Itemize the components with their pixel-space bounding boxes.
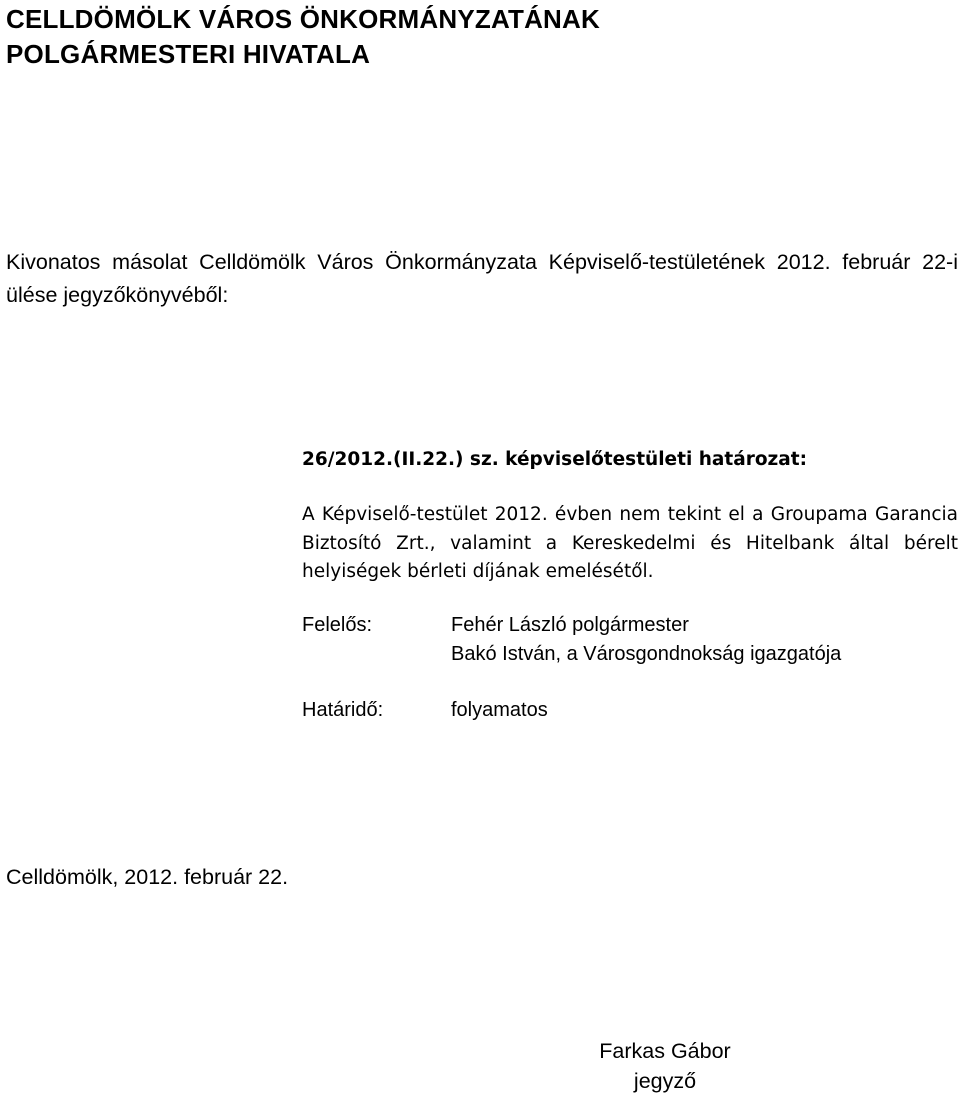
header-line-2: POLGÁRMESTERI HIVATALA bbox=[6, 39, 371, 69]
office-header bbox=[6, 2, 600, 72]
deadline-value: folyamatos bbox=[451, 699, 548, 721]
resolution-body: A Képviselő-testület 2012. évben nem tekint el a Groupama Garancia Biztosító Zrt., valamint a Kereskedelmi és Hitelbank által bérelt helyiségek bérleti díjának emelésétől. bbox=[302, 504, 958, 582]
responsible-person-2: Bakó István, a Városgondnokság igazgatója bbox=[451, 643, 842, 665]
resolution-title: 26/2012.(II.22.) sz. képviselőtestületi határozat: bbox=[302, 449, 808, 470]
place-date: Celldömölk, 2012. február 22. bbox=[6, 865, 289, 889]
responsible-person-1: Fehér László polgármester bbox=[451, 614, 689, 636]
signature-block bbox=[560, 1036, 770, 1096]
responsible-label: Felelős: bbox=[302, 614, 373, 636]
signatory-name: Farkas Gábor bbox=[599, 1039, 731, 1063]
signatory-title: jegyző bbox=[633, 1069, 697, 1093]
intro-paragraph: Kivonatos másolat Celldömölk Város Önkormányzata Képviselő-testületének 2012. február 22-i ülése jegyzőkönyvéből: bbox=[6, 250, 958, 307]
deadline-label: Határidő: bbox=[302, 699, 384, 721]
header-line-1: CELLDÖMÖLK VÁROS ÖNKORMÁNYZATÁNAK bbox=[6, 4, 600, 34]
